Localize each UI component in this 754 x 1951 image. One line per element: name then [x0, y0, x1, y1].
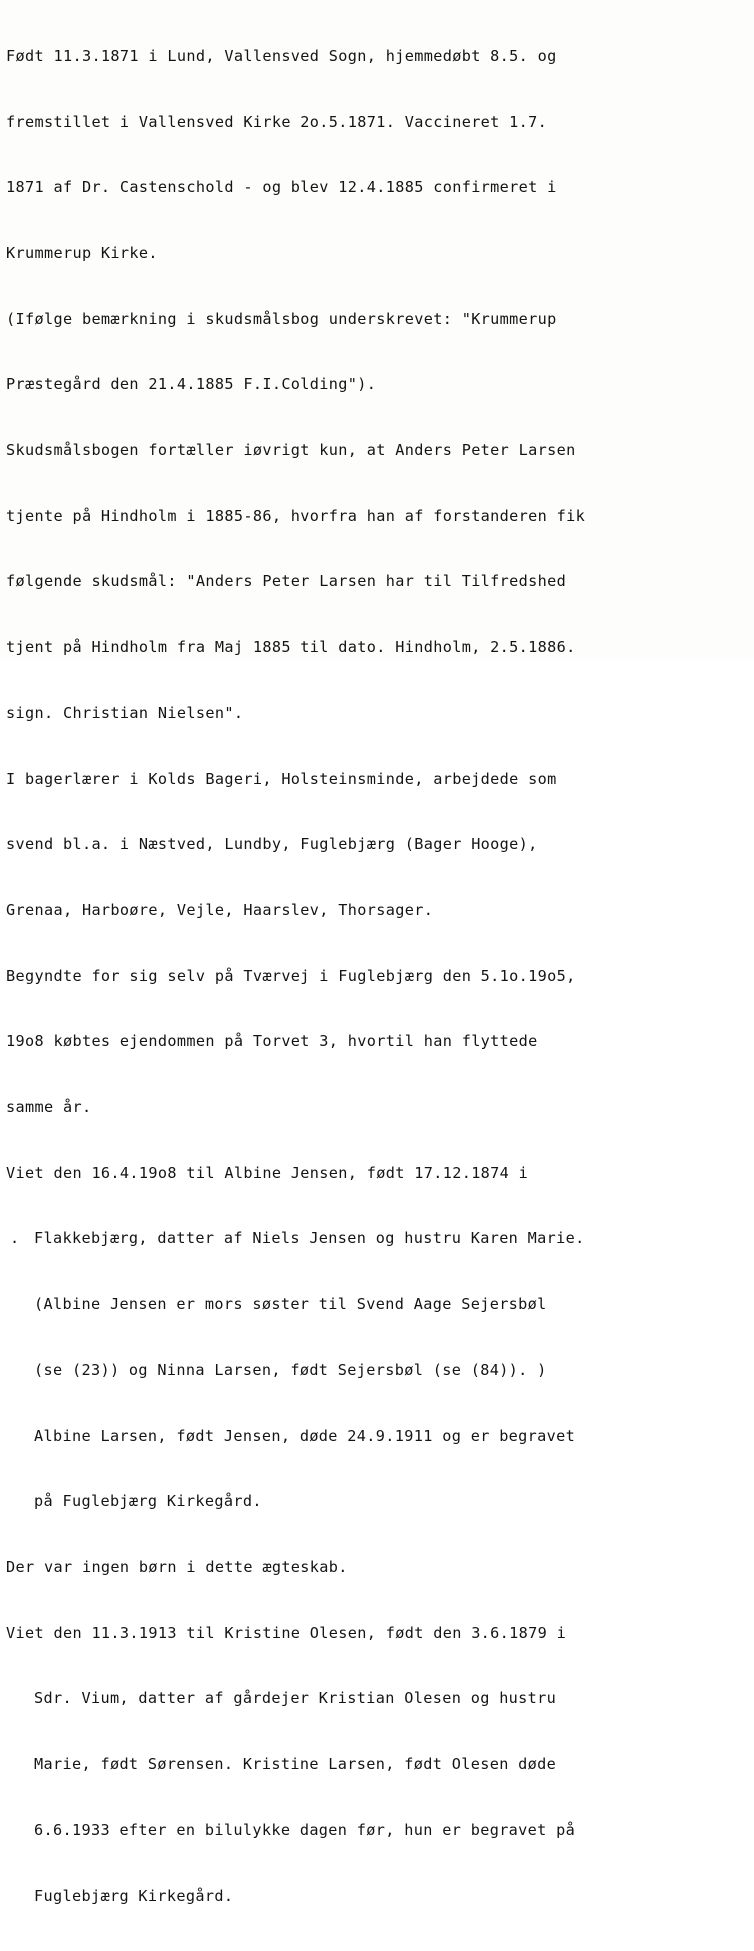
text-line-6: Præstegård den 21.4.1885 F.I.Colding"). [6, 375, 377, 394]
text-line-7: Skudsmålsbogen fortæller iøvrigt kun, at Anders Peter Larsen [6, 441, 576, 460]
text-line-11: sign. Christian Nielsen". [6, 703, 244, 722]
text-line-26: Sdr. Vium, datter af gårdejer Kristian Olesen og hustru [34, 1689, 557, 1708]
text-line-25: Viet den 11.3.1913 til Kristine Olesen, født den 3.6.1879 i [6, 1623, 567, 1642]
text-line-19 [6, 1228, 751, 1250]
text-line-23: på Fuglebjærg Kirkegård. [34, 1492, 262, 1511]
text-line-22: Albine Larsen, født Jensen, døde 24.9.1911 og er begravet [34, 1426, 576, 1445]
text-line-24: Der var ingen børn i dette ægteskab. [6, 1557, 348, 1576]
text-line-28: 6.6.1933 efter en bilulykke dagen før, hun er begravet på [34, 1820, 576, 1839]
text-line-29: Fuglebjærg Kirkegård. [34, 1886, 234, 1905]
text-line-15: Begyndte for sig selv på Tværvej i Fuglebjærg den 5.1o.19o5, [6, 966, 576, 985]
text-line-27: Marie, født Sørensen. Kristine Larsen, født Olesen døde [34, 1755, 557, 1774]
text-line-14: Grenaa, Harboøre, Vejle, Haarslev, Thorsager. [6, 900, 434, 919]
text-line-4: Krummerup Kirke. [6, 243, 158, 262]
text-line-13: svend bl.a. i Næstved, Lundby, Fuglebjærg (Bager Hooge), [6, 835, 538, 854]
text-line-1: Født 11.3.1871 i Lund, Vallensved Sogn, hjemmedøbt 8.5. og [6, 46, 557, 65]
text-line-5: (Ifølge bemærkning i skudsmålsbog underskrevet: "Krummerup [6, 309, 557, 328]
text-line-20: (Albine Jensen er mors søster til Svend Aage Sejersbøl [34, 1295, 547, 1314]
text-line-21: (se (23)) og Ninna Larsen, født Sejersbøl (se (84)). ) [34, 1360, 547, 1379]
text-line-16: 19o8 købtes ejendommen på Torvet 3, hvortil han flyttede [6, 1032, 538, 1051]
text-line-9: følgende skudsmål: "Anders Peter Larsen har til Tilfredshed [6, 572, 567, 591]
text-line-3: 1871 af Dr. Castenschold - og blev 12.4.1885 confirmeret i [6, 178, 557, 197]
text-line-10: tjent på Hindholm fra Maj 1885 til dato. Hindholm, 2.5.1886. [6, 638, 576, 657]
text-line-8: tjente på Hindholm i 1885-86, hvorfra han af forstanderen fik [6, 506, 586, 525]
text-line-19-content: Flakkebjærg, datter af Niels Jensen og hustru Karen Marie. [34, 1229, 585, 1248]
text-line-2: fremstillet i Vallensved Kirke 2o.5.1871. Vaccineret 1.7. [6, 112, 548, 131]
text-line-17: samme år. [6, 1098, 92, 1117]
typewritten-text [6, 2, 751, 1951]
text-line-12: I bagerlærer i Kolds Bageri, Holsteinsminde, arbejdede som [6, 769, 557, 788]
text-line-18: Viet den 16.4.19o8 til Albine Jensen, født 17.12.1874 i [6, 1163, 529, 1182]
bullet-mark: . [10, 1229, 20, 1248]
